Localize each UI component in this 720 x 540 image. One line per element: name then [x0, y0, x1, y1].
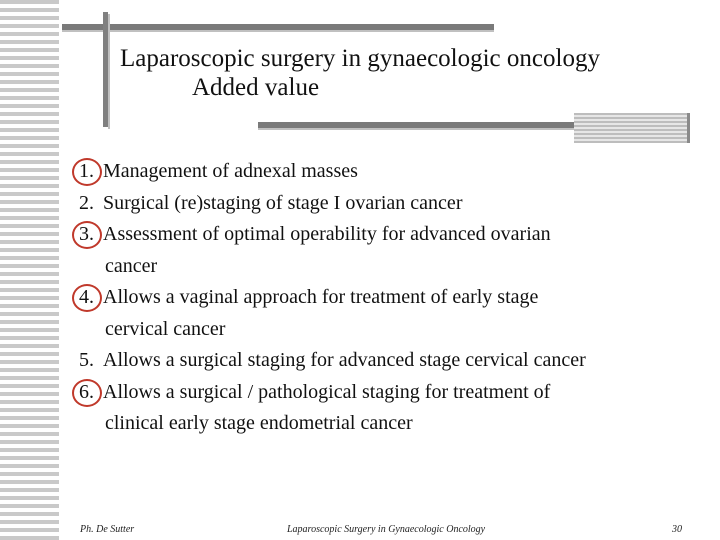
list-item — [79, 156, 704, 188]
value-list — [79, 156, 704, 440]
title-bar-vertical-shadow — [108, 14, 110, 129]
highlight-circle — [72, 158, 102, 186]
item-continuation: cancer — [105, 254, 158, 277]
footer-title: Laparoscopic Surgery in Gynaecologic Oncology — [287, 524, 486, 535]
page-number: 30 — [672, 524, 682, 535]
item-text: Allows a surgical / pathological staging for treatment of — [103, 380, 551, 403]
highlight-circle — [72, 284, 102, 312]
slide-title — [120, 44, 700, 102]
item-text: Assessment of optimal operability for advanced ovarian — [103, 223, 551, 245]
item-number: 1. — [79, 160, 94, 182]
item-number: 2. — [79, 191, 94, 214]
title-bar-top-shadow — [62, 30, 494, 32]
title-line-2: Added value — [192, 74, 320, 101]
highlight-circle — [72, 221, 102, 249]
item-text: Surgical (re)staging of stage I ovarian cancer — [103, 191, 463, 214]
footer-author: Ph. De Sutter — [80, 524, 135, 535]
title-line-1: Laparoscopic surgery in gynaecologic oncology — [120, 45, 600, 72]
item-text: Management of adnexal masses — [103, 160, 358, 182]
item-text: Allows a surgical staging for advanced stage cervical cancer — [103, 349, 586, 371]
decorative-corner-box — [574, 113, 690, 143]
decorative-stripes — [0, 0, 62, 540]
list-item — [79, 282, 704, 345]
list-item — [79, 219, 704, 282]
item-continuation: cervical cancer — [105, 317, 226, 340]
item-number: 6. — [79, 380, 94, 403]
list-item — [79, 377, 704, 440]
item-text: Allows a vaginal approach for treatment of early stage — [103, 286, 539, 308]
highlight-circle — [72, 379, 102, 407]
item-continuation: clinical early stage endometrial cancer — [105, 412, 413, 434]
item-number: 4. — [79, 286, 94, 308]
item-number: 3. — [79, 223, 94, 245]
item-number: 5. — [79, 349, 94, 371]
list-item — [79, 345, 704, 377]
list-item — [79, 188, 704, 220]
